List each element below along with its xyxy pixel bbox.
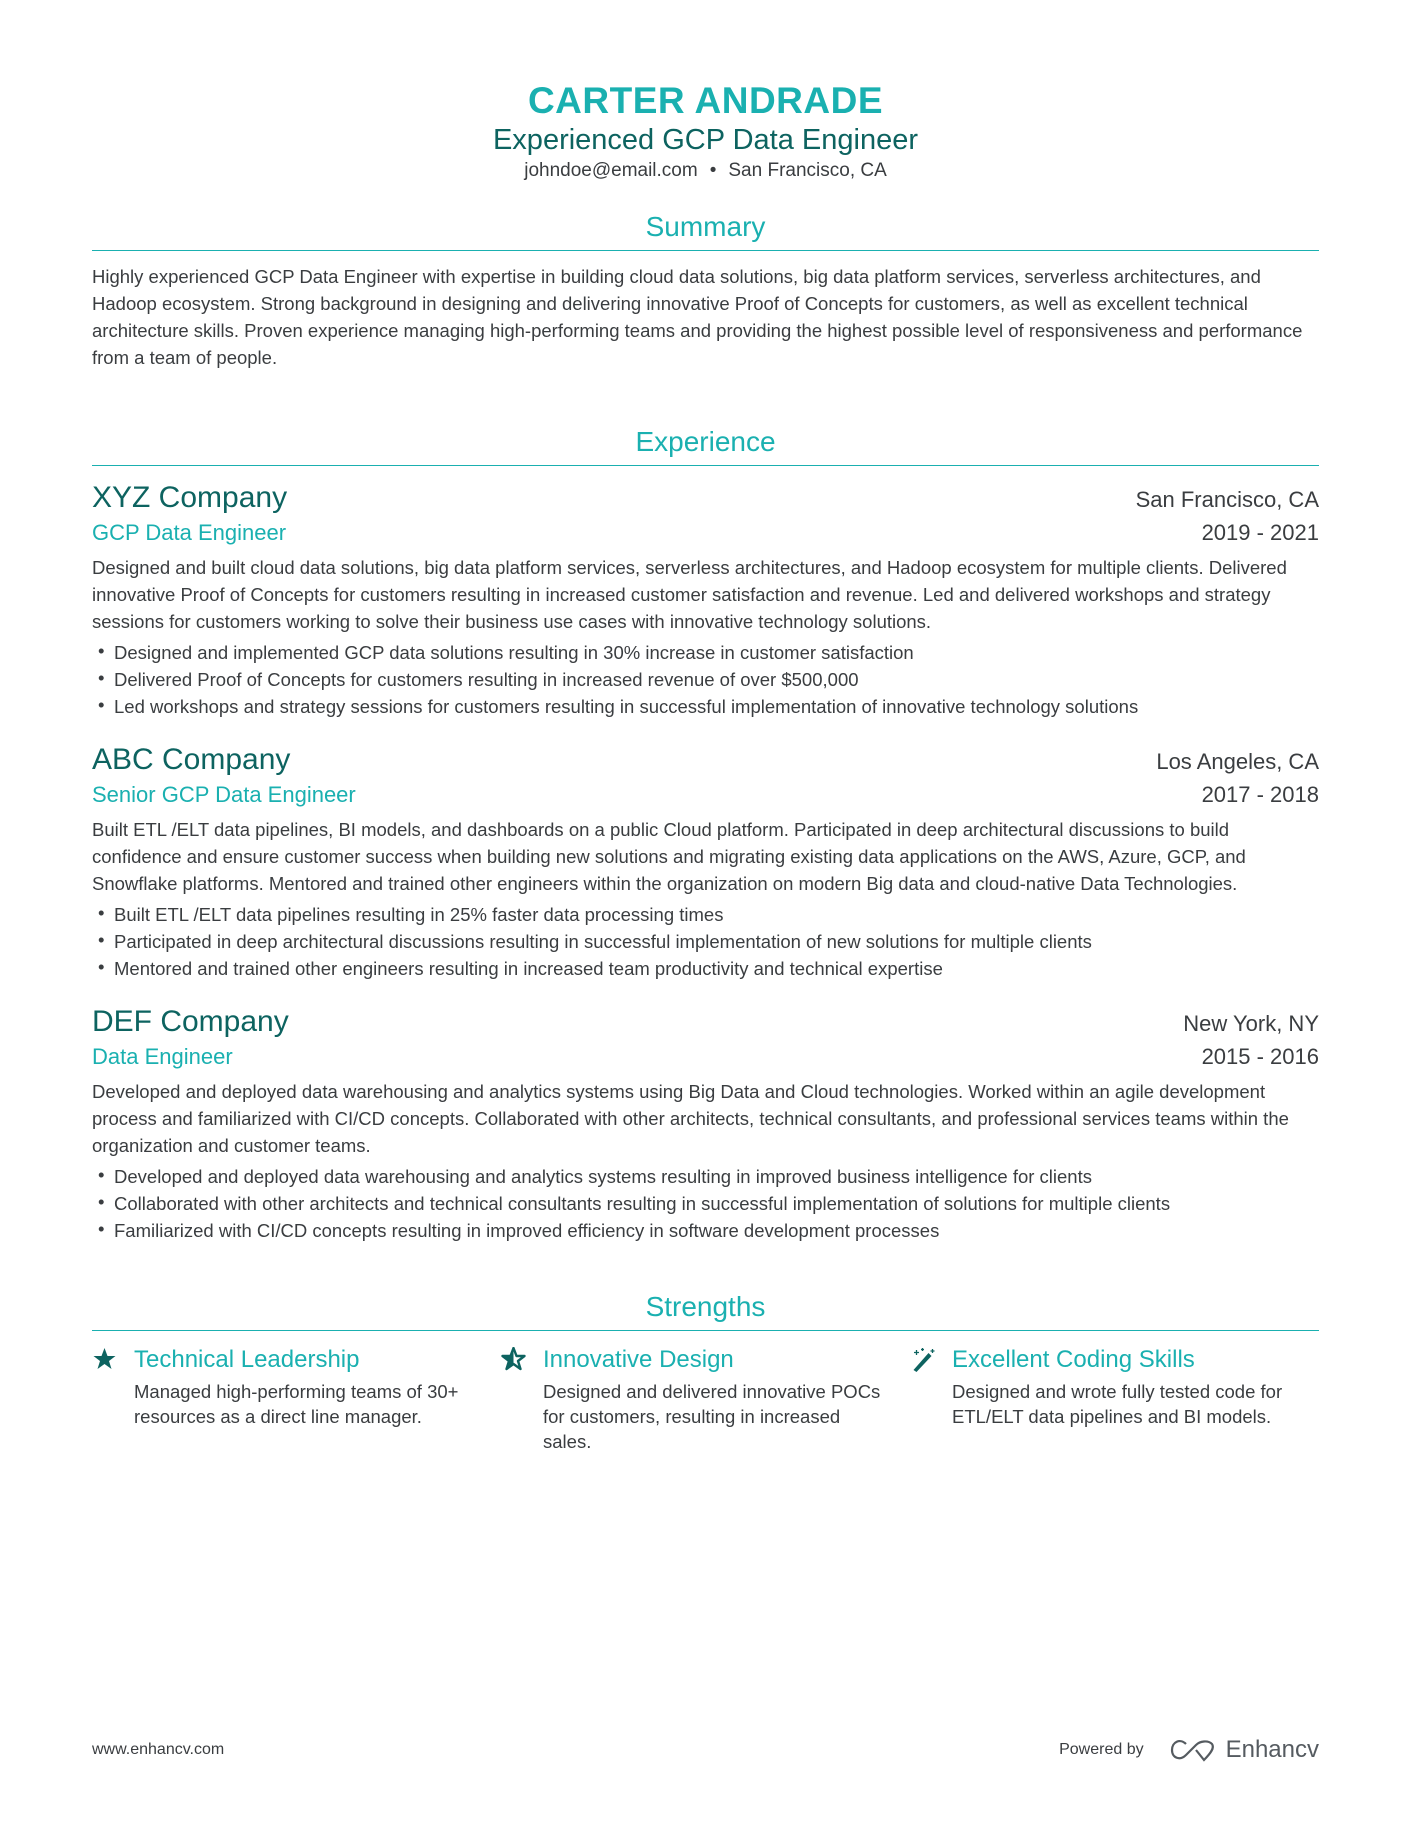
bullet-item: • Designed and implemented GCP data solutions resulting in 30% increase in customer satisfaction [92, 639, 1319, 666]
job-dates: 2019 - 2021 [1201, 520, 1319, 545]
location: San Francisco, CA [728, 160, 887, 181]
website-link[interactable]: www.enhancv.com [92, 1741, 225, 1758]
bullet-item: • Participated in deep architectural discussions resulting in successful implementation of new solutions for multiple clients [92, 928, 1319, 955]
star-outline-icon [501, 1347, 527, 1373]
bullet-list [92, 901, 1319, 982]
star-icon [92, 1347, 118, 1373]
bullet-item: • Built ETL /ELT data pipelines resulting in 25% faster data processing times [92, 901, 1319, 928]
strength-item [910, 1343, 1319, 1454]
magic-wand-icon [910, 1347, 936, 1373]
job-dates: 2015 - 2016 [1201, 1044, 1319, 1069]
bullet-item: • Developed and deployed data warehousing and analytics systems resulting in improved business intelligence for clients [92, 1163, 1319, 1190]
bullet-item: • Familiarized with CI/CD concepts resulting in improved efficiency in software development processes [92, 1217, 1319, 1244]
strength-description: Designed and delivered innovative POCs for customers, resulting in increased sales. [543, 1381, 881, 1452]
strength-description: Designed and wrote fully tested code for ETL/ELT data pipelines and BI models. [952, 1381, 1283, 1427]
footer [92, 1736, 1319, 1764]
contact-info [92, 158, 1319, 184]
section-heading: Strengths [92, 1290, 1319, 1331]
job-role: Data Engineer [92, 1044, 233, 1069]
header [92, 80, 1319, 184]
bullet-item: • Delivered Proof of Concepts for customers resulting in increased revenue of over $500,000 [92, 666, 1319, 693]
job-role: GCP Data Engineer [92, 520, 287, 545]
experience-section [92, 425, 1319, 1244]
powered-by [1059, 1736, 1319, 1764]
strength-description: Managed high-performing teams of 30+ resources as a direct line manager. [134, 1381, 459, 1427]
brand-name: Enhancv [1225, 1736, 1319, 1763]
job-role: Senior GCP Data Engineer [92, 782, 356, 807]
strength-name: Excellent Coding Skills [952, 1346, 1195, 1373]
strength-name: Technical Leadership [134, 1346, 360, 1373]
candidate-name: CARTER ANDRADE [527, 80, 884, 121]
bullet-item: • Collaborated with other architects and technical consultants resulting in successful implementation of solutions for multiple clients [92, 1190, 1319, 1217]
job-location: San Francisco, CA [1135, 487, 1319, 512]
company-name: DEF Company [92, 1005, 289, 1038]
summary-section [92, 210, 1319, 371]
enhancv-logo[interactable] [1170, 1736, 1319, 1764]
strengths-section [92, 1290, 1319, 1454]
job-entry [92, 1004, 1319, 1244]
bullet-list [92, 639, 1319, 720]
email[interactable]: johndoe@email.com [524, 160, 698, 181]
job-description: Built ETL /ELT data pipelines, BI models, and dashboards on a public Cloud platform. Participated in deep architectural discussions to build confidence and ensure customer success when building new solutions and migrating existing data applications on the AWS, Azure, GCP, and Snowflake platforms. Mentored and trained other engineers within the organization on modern Big data and cloud-native Data Technologies. [92, 819, 1246, 894]
summary-text: Highly experienced GCP Data Engineer with expertise in building cloud data solutions, big data platform services, serverless architectures, and Hadoop ecosystem. Strong background in designing and delivering innovative Proof of Concepts for customers, as well as excellent technical architecture skills. Proven experience managing high-performing teams and providing the highest possible level of responsiveness and performance from a team of people. [92, 266, 1303, 368]
job-location: New York, NY [1183, 1011, 1319, 1036]
company-name: ABC Company [92, 743, 291, 776]
bullet-item: • Led workshops and strategy sessions for customers resulting in successful implementation of innovative technology solutions [92, 693, 1319, 720]
bullet-item: • Mentored and trained other engineers resulting in increased team productivity and technical expertise [92, 955, 1319, 982]
job-entry [92, 480, 1319, 720]
section-heading: Experience [92, 425, 1319, 466]
candidate-title: Experienced GCP Data Engineer [492, 124, 919, 156]
job-description: Developed and deployed data warehousing and analytics systems using Big Data and Cloud technologies. Worked within an agile development process and familiarized with CI/CD concepts. Collaborated with other architects, technical consultants, and professional services teams within the organization and customer teams. [92, 1081, 1289, 1156]
separator: • [709, 160, 717, 181]
strength-item [92, 1343, 501, 1454]
company-name: XYZ Company [92, 481, 288, 514]
job-entry [92, 742, 1319, 982]
powered-by-label: Powered by [1059, 1741, 1144, 1758]
job-description: Designed and built cloud data solutions, big data platform services, serverless architectures, and Hadoop ecosystem for multiple clients. Delivered innovative Proof of Concepts for customers resulting in increased customer satisfaction and revenue. Led and delivered workshops and strategy sessions for customers working to solve their business use cases with innovative technology solutions. [92, 557, 1287, 632]
section-heading: Summary [92, 210, 1319, 251]
job-location: Los Angeles, CA [1156, 749, 1319, 774]
strength-item [501, 1343, 910, 1454]
enhancv-logo-icon [1170, 1738, 1216, 1762]
job-dates: 2017 - 2018 [1201, 782, 1319, 807]
strength-name: Innovative Design [543, 1346, 734, 1373]
bullet-list [92, 1163, 1319, 1244]
